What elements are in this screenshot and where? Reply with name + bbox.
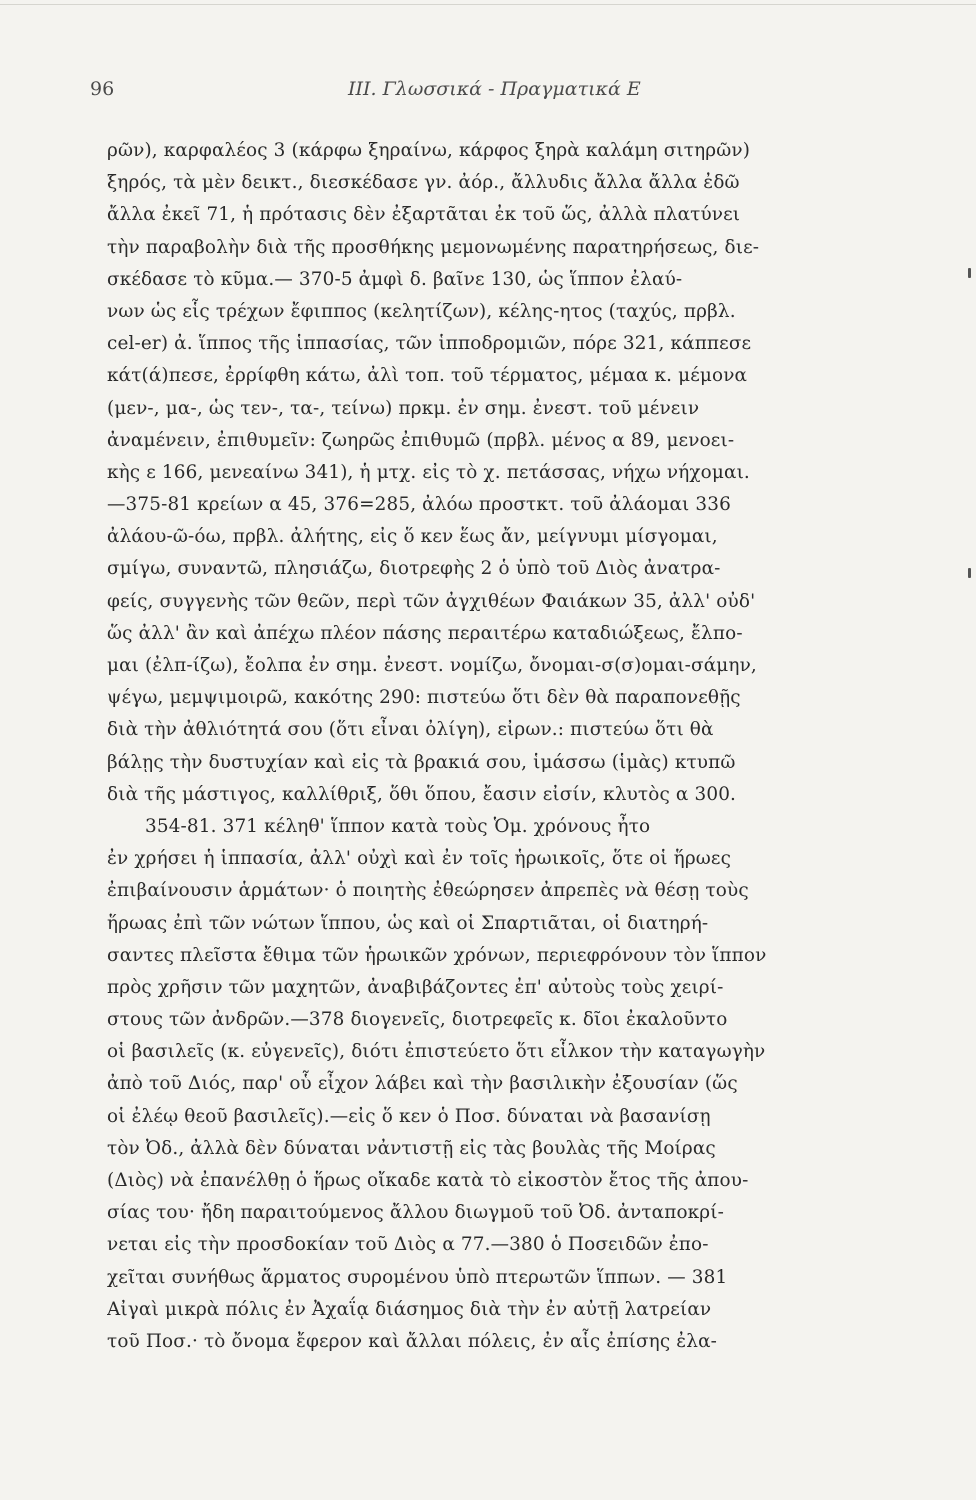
text-line: ἐν χρήσει ἡ ἱππασία, ἀλλ' οὐχὶ καὶ ἐν τοῖς ἡρωικοῖς, ὅτε οἱ ἥρωες: [107, 848, 732, 870]
text-line: μαι (ἐλπ-ίζω), ἔολπα ἐν σημ. ἐνεστ. νομίζω, ὄνομαι-σ(σ)ομαι-σάμην,: [107, 655, 757, 676]
text-line: σίας του· ἤδη παραιτούμενος ἄλλου διωγμοῦ τοῦ Ὀδ. ἀνταποκρί-: [107, 1202, 724, 1224]
text-line: ψέγω, μεμψιμοιρῶ, κακότης 290: πιστεύω ὅτι δὲν θὰ παραπονεθῇς: [107, 687, 741, 709]
margin-mark: [968, 568, 971, 578]
commentary-text: [107, 135, 869, 1358]
text-line: νων ὡς εἷς τρέχων ἔφιππος (κελητίζων), κέλης-ητος (ταχύς, πρβλ.: [107, 300, 736, 322]
text-line: 354-81. 371 κέληθ' ἵππον κατὰ τοὺς Ὁμ. χρόνους ἦτο: [145, 815, 651, 837]
text-line: ἄλλα ἐκεῖ 71, ἡ πρότασις δὲν ἐξαρτᾶται ἐκ τοῦ ὥς, ἀλλὰ πλατύνει: [107, 204, 741, 226]
text-line: πρὸς χρῆσιν τῶν μαχητῶν, ἀναβιβάζοντες ἐπ' αὐτοὺς τοὺς χειρί-: [107, 976, 724, 998]
text-line: στους τῶν ἀνδρῶν.—378 διογενεῖς, διοτρεφεῖς κ. δῖοι ἐκαλοῦντο: [107, 1009, 728, 1031]
text-line: ξηρός, τὰ μὲν δεικτ., διεσκέδασε γν. ἀόρ., ἄλλυδις ἄλλα ἄλλα ἐδῶ: [107, 172, 740, 194]
margin-mark: [968, 268, 971, 278]
text-line: φείς, συγγενὴς τῶν θεῶν, περὶ τῶν ἀγχιθέων Φαιάκων 35, ἀλλ' οὐδ': [107, 590, 756, 612]
text-line: βάλῃς τὴν δυστυχίαν καὶ εἰς τὰ βρακιά σου, ἱμάσσω (ἱμὰς) κτυπῶ: [107, 751, 736, 773]
text-line: χεῖται συνήθως ἅρματος συρομένου ὑπὸ πτερωτῶν ἵππων. — 381: [107, 1266, 728, 1288]
text-line: νεται εἰς τὴν προσδοκίαν τοῦ Διὸς α 77.—380 ὁ Ποσειδῶν ἐπο-: [107, 1234, 709, 1256]
text-line: οἱ βασιλεῖς (κ. εὐγενεῖς), διότι ἐπιστεύετο ὅτι εἷλκον τὴν καταγωγὴν: [107, 1041, 766, 1063]
text-line: ἀπὸ τοῦ Διός, παρ' οὗ εἶχον λάβει καὶ τὴν βασιλικὴν ἐξουσίαν (ὥς: [107, 1073, 738, 1095]
text-line: τὸν Ὀδ., ἀλλὰ δὲν δύναται νἀντιστῇ εἰς τὰς βουλὰς τῆς Μοίρας: [107, 1137, 716, 1159]
text-line: (μεν-, μα-, ὡς τεν-, τα-, τείνω) πρκμ. ἐν σημ. ἐνεστ. τοῦ μένειν: [107, 397, 700, 419]
text-line: ὥς ἀλλ' ἂν καὶ ἀπέχω πλέον πάσης περαιτέρω καταδιώξεως, ἔλπο-: [107, 622, 743, 644]
text-line: (Διὸς) νὰ ἐπανέλθῃ ὁ ἥρως οἴκαδε κατὰ τὸ εἰκοστὸν ἔτος τῆς ἀπου-: [107, 1170, 749, 1191]
running-title: III. Γλωσσικά - Πραγματικά Ε: [348, 78, 641, 100]
text-line: ἐπιβαίνουσιν ἁρμάτων· ὁ ποιητὴς ἐθεώρησεν ἀπρεπὲς νὰ θέσῃ τοὺς: [107, 880, 749, 902]
text-line: ρῶν), καρφαλέος 3 (κάρφω ξηραίνω, κάρφος ξηρὰ καλάμη σιτηρῶν): [107, 140, 751, 161]
text-line: κὴς ε 166, μενεαίνω 341), ἡ μτχ. εἰς τὸ χ. πετάσσας, νήχω νήχομαι.: [107, 461, 750, 483]
text-line: τοῦ Ποσ.· τὸ ὄνομα ἔφερον καὶ ἄλλαι πόλεις, ἐν αἷς ἐπίσης ἐλα-: [107, 1330, 718, 1352]
text-line: διὰ τὴν ἀθλιότητά σου (ὅτι εἶναι ὀλίγη), εἰρων.: πιστεύω ὅτι θὰ: [107, 719, 714, 741]
page-header: [90, 78, 890, 108]
text-line: οἱ ἐλέῳ θεοῦ βασιλεῖς).—εἰς ὅ κεν ὁ Ποσ. δύναται νὰ βασανίσῃ: [107, 1105, 711, 1127]
text-line: διὰ τῆς μάστιγος, καλλίθριξ, ὅθι ὅπου, ἔασιν εἰσίν, κλυτὸς α 300.: [107, 783, 737, 805]
text-line: ἥρωας ἐπὶ τῶν νώτων ἵππου, ὡς καὶ οἱ Σπαρτιᾶται, οἱ διατηρή-: [107, 912, 709, 934]
text-line: cel-er) ἀ. ἵππος τῆς ἱππασίας, τῶν ἱπποδρομιῶν, πόρε 321, κάππεσε: [107, 333, 752, 355]
text-line: ἀναμένειν, ἐπιθυμεῖν: ζωηρῶς ἐπιθυμῶ (πρβλ. μένος α 89, μενοει-: [107, 429, 735, 451]
text-line: ἀλάου-ῶ-όω, πρβλ. ἀλήτης, εἰς ὅ κεν ἕως ἄν, μείγνυμι μίσγομαι,: [107, 526, 718, 548]
page-top-edge: [0, 4, 976, 5]
text-line: σμίγω, συναντῶ, πλησιάζω, διοτρεφὴς 2 ὁ ὑπὸ τοῦ Διὸς ἀνατρα-: [107, 558, 721, 580]
page-number: 96: [90, 78, 115, 100]
text-line: —375-81 κρείων α 45, 376=285, ἀλόω προστκτ. τοῦ ἀλάομαι 336: [107, 494, 731, 516]
text-line: Αἰγαὶ μικρὰ πόλις ἐν Ἀχαΐᾳ διάσημος διὰ τὴν ἐν αὐτῇ λατρείαν: [107, 1298, 712, 1320]
text-line: σκέδασε τὸ κῦμα.— 370-5 ἀμφὶ δ. βαῖνε 130, ὡς ἵππον ἐλαύ-: [107, 268, 683, 290]
text-line: σαντες πλεῖστα ἔθιμα τῶν ἡρωικῶν χρόνων, περιεφρόνουν τὸν ἵππον: [107, 944, 767, 966]
text-line: τὴν παραβολὴν διὰ τῆς προσθήκης μεμονωμένης παρατηρήσεως, διε-: [107, 236, 760, 258]
text-line: κάτ(ά)πεσε, ἐρρίφθη κάτω, ἀλὶ τοπ. τοῦ τέρματος, μέμαα κ. μέμονα: [107, 365, 748, 387]
